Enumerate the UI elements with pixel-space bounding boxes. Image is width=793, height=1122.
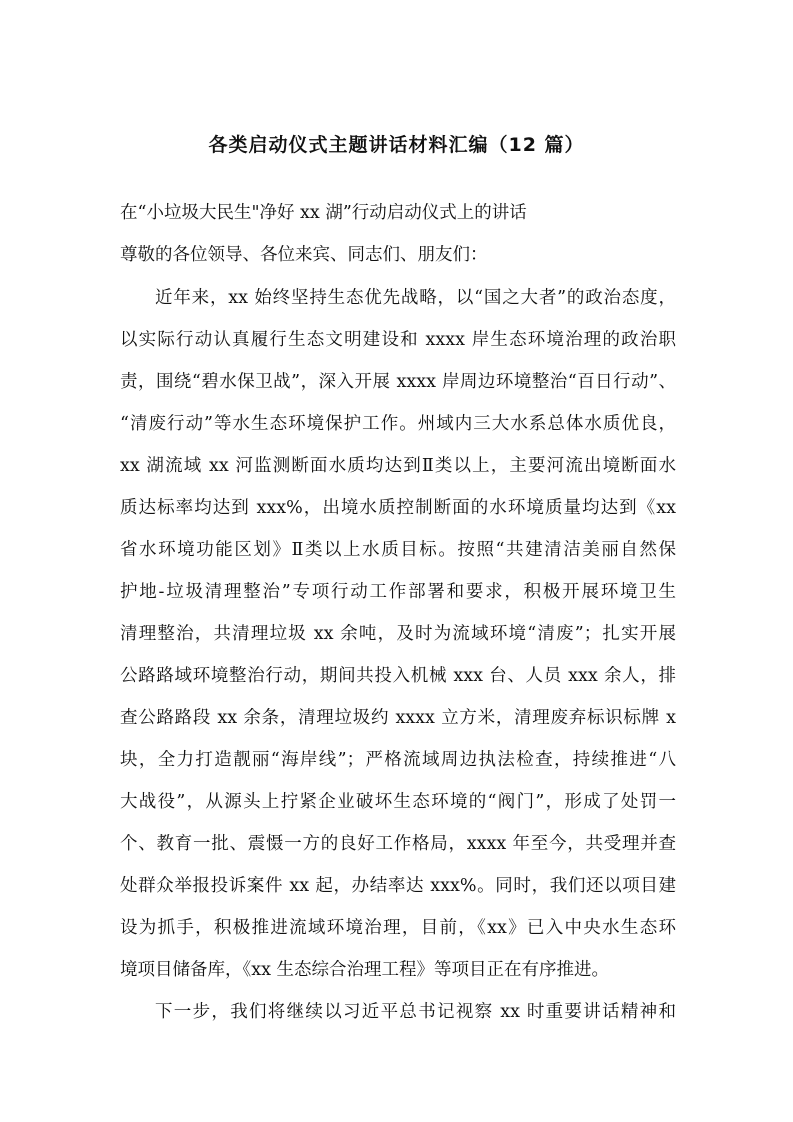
speech-title: 在“小垃圾大民生"净好 xx 湖”行动启动仪式上的讲话 <box>120 203 527 223</box>
salutation: 尊敬的各位领导、各位来宾、同志们、朋友们： <box>120 245 488 265</box>
paragraph-line: 境项目储备库，《xx 生态综合治理工程》等项目正在有序推进。 <box>120 960 610 980</box>
paragraph-line: 个、教育一批、震慑一方的良好工作格局，xxxx 年至今，共受理并查 <box>120 834 676 854</box>
paragraph-line: 处群众举报投诉案件 xx 起，办结率达 xxx%。同时，我们还以项目建 <box>120 876 676 896</box>
paragraph-line: 省水环境功能区划》Ⅱ类以上水质目标。按照“共建清洁美丽自然保 <box>120 540 676 560</box>
paragraph-line: 下一步，我们将继续以习近平总书记视察 xx 时重要讲话精神和 <box>155 1002 676 1022</box>
paragraph-line: 设为抓手，积极推进流域环境治理，目前，《xx》已入中央水生态环 <box>120 918 676 938</box>
paragraph-line: “清废行动”等水生态环境保护工作。州域内三大水系总体水质优良， <box>120 414 676 434</box>
paragraph-line: 清理整治，共清理垃圾 xx 余吨，及时为流域环境“清废”；扎实开展 <box>120 624 676 644</box>
paragraph-line: 质达标率均达到 xxx%，出境水质控制断面的水环境质量均达到《xx <box>120 498 676 518</box>
paragraph-line: 大战役”，从源头上拧紧企业破坏生态环境的“阀门”，形成了处罚一 <box>120 792 676 812</box>
paragraph-line: 护地-垃圾清理整治”专项行动工作部署和要求，积极开展环境卫生 <box>120 582 676 602</box>
paragraph-line: 查公路路段 xx 余条，清理垃圾约 xxxx 立方米，清理废弃标识标牌 x <box>120 708 676 728</box>
paragraph-line: 责，围绕“碧水保卫战”，深入开展 xxxx 岸周边环境整治“百日行动”、 <box>120 372 676 392</box>
paragraph-line: 公路路域环境整治行动，期间共投入机械 xxx 台、人员 xxx 余人，排 <box>120 666 676 686</box>
paragraph-line: 近年来，xx 始终坚持生态优先战略，以“国之大者”的政治态度， <box>155 288 676 308</box>
paragraph-line: 块，全力打造靓丽“海岸线”；严格流域周边执法检查，持续推进“八 <box>120 750 676 770</box>
paragraph-line: xx 湖流域 xx 河监测断面水质均达到Ⅱ类以上，主要河流出境断面水 <box>120 456 676 476</box>
document-title: 各类启动仪式主题讲话材料汇编（12 篇） <box>208 134 585 156</box>
paragraph-line: 以实际行动认真履行生态文明建设和 xxxx 岸生态环境治理的政治职 <box>120 330 676 350</box>
